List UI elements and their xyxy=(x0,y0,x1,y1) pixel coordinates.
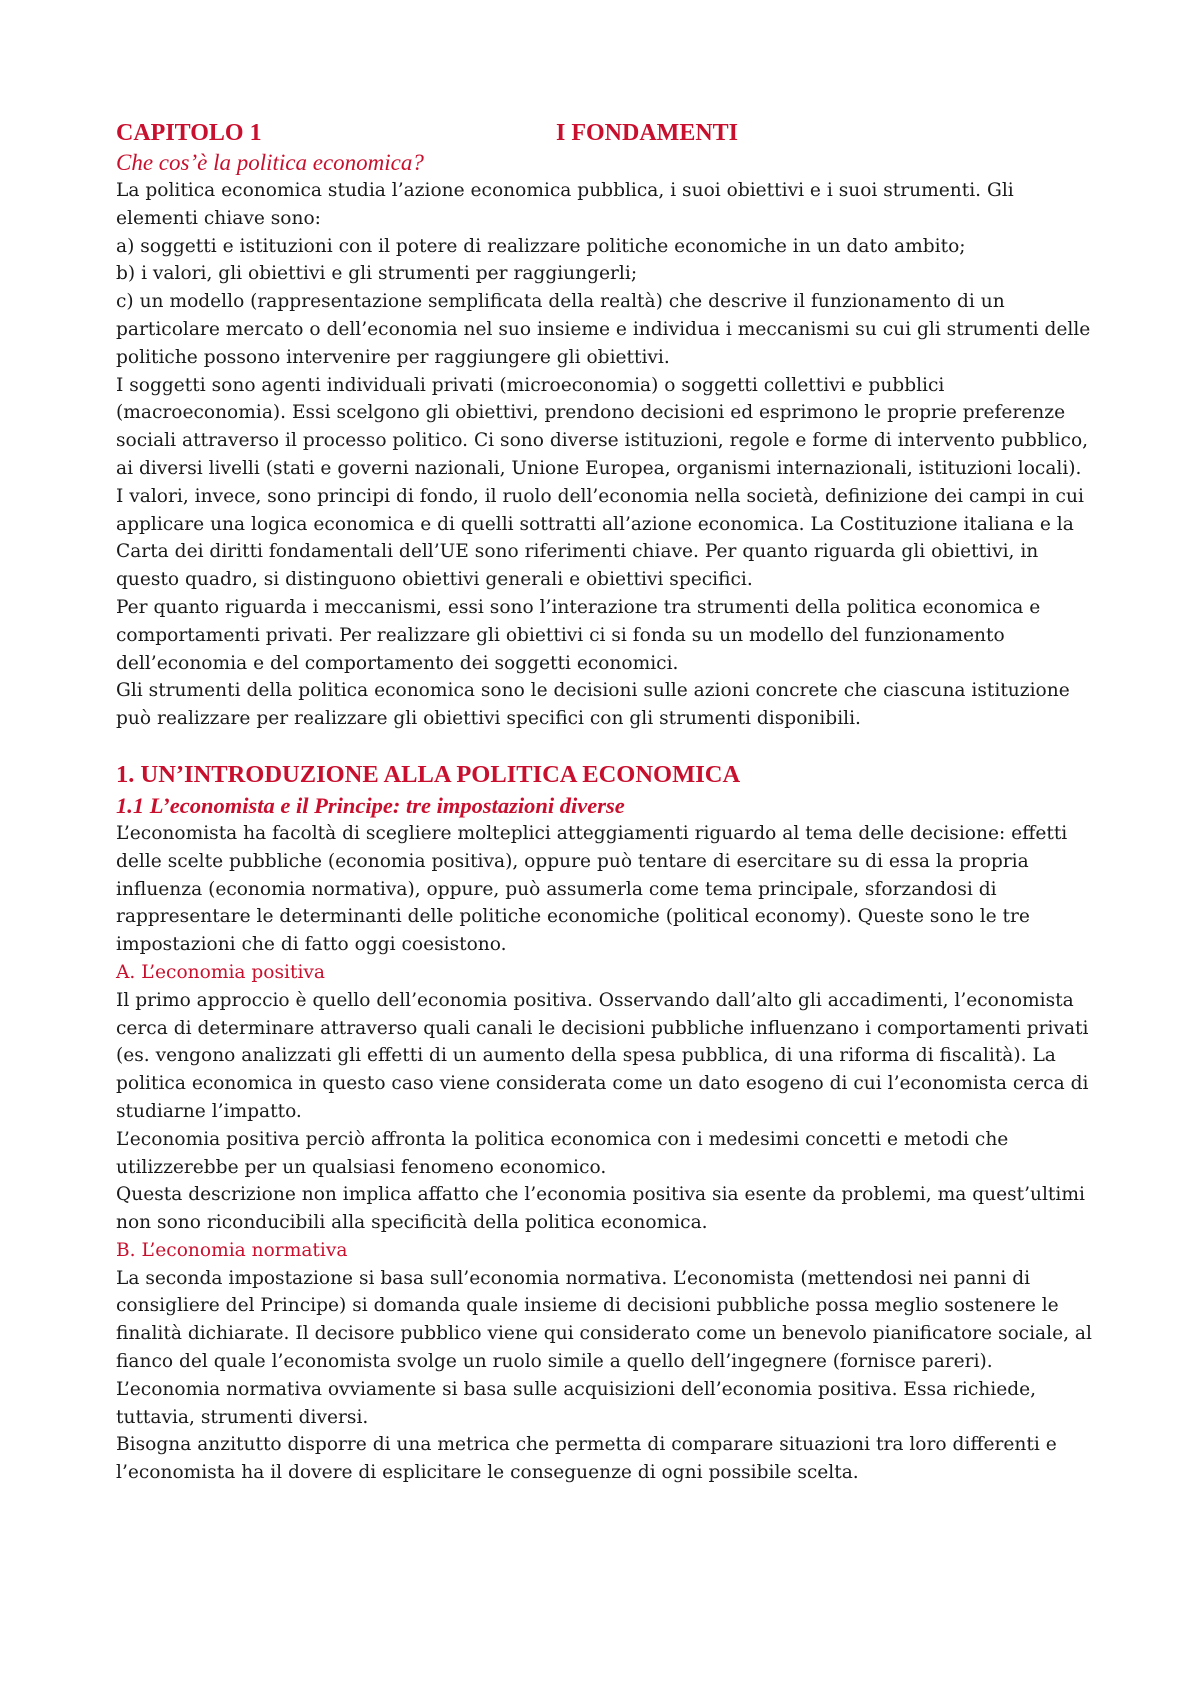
part-b-paragraph: Bisogna anzitutto disporre di una metrica che permetta di comparare situazioni tra loro differenti e l’economista ha il dovere di esplicitare le conseguenze di ogni possibile scelta. xyxy=(116,1434,1057,1484)
intro-paragraph-meccanismi: Per quanto riguarda i meccanismi, essi sono l’interazione tra strumenti della politica economica e comportamenti privati. Per realizzare gli obiettivi ci si fonda su un modello del funzionamento dell’economia e del comportamento dei soggetti economici. xyxy=(116,596,1041,674)
part-a-title: A. L’economia positiva xyxy=(116,961,325,983)
part-a-paragraph: Questa descrizione non implica affatto che l’economia positiva sia esente da problemi, ma quest’ultimi non sono riconducibili alla specificità della politica economica. xyxy=(116,1184,1085,1234)
intro-paragraph-soggetti: I soggetti sono agenti individuali privati (microeconomia) o soggetti collettivi e pubblici (macroeconomia). Essi scelgono gli obiettivi, prendono decisioni ed esprimono le proprie preferenze sociali attraverso il processo politico. Ci sono diverse istituzioni, regole e forme di intervento pubblico, ai diversi livelli (stati e governi nazionali, Unione Europea, organismi internazionali, istituzioni locali). xyxy=(116,374,1089,479)
section-intro-paragraph: L’economista ha facoltà di scegliere molteplici atteggiamenti riguardo al tema delle decisione: effetti delle scelte pubbliche (economia positiva), oppure può tentare di esercitare su di essa la propria influenza (economia normativa), oppure, può assumerla come tema principale, sforzandosi di rappresentare le determinanti delle politiche economiche (political economy). Queste sono le tre impostazioni che di fatto oggi coesistono. xyxy=(116,822,1068,956)
subsection-title: 1.1 L’economista e il Principe: tre impostazioni diverse xyxy=(116,792,625,818)
part-b-title: B. L’economia normativa xyxy=(116,1239,348,1261)
chapter-heading xyxy=(116,117,1100,149)
part-a-paragraph: Il primo approccio è quello dell’economia positiva. Osservando dall’alto gli accadimenti, l’economista cerca di determinare attraverso quali canali le decisioni pubbliche influenzano i comportamenti privati (es. vengono analizzati gli effetti di un aumento della spesa pubblica, di una riforma di fiscalità). La politica economica in questo caso viene considerata come un dato esogeno di cui l’economista cerca di studiarne l’impatto. xyxy=(116,989,1089,1122)
intro-paragraph-valori: I valori, invece, sono principi di fondo, il ruolo dell’economia nella società, definizione dei campi in cui applicare una logica economica e di quelli sottratti all’azione economica. La Costituzione italiana e la Carta dei diritti fondamentali dell’UE sono riferimenti chiave. Per quanto riguarda gli obiettivi, in questo quadro, si distinguono obiettivi generali e obiettivi specifici. xyxy=(116,485,1084,591)
chapter-number: CAPITOLO 1 xyxy=(116,120,262,146)
section-title: 1. UN’INTRODUZIONE ALLA POLITICA ECONOMICA xyxy=(116,760,741,788)
intro-paragraph: La politica economica studia l’azione economica pubblica, i suoi obiettivi e i suoi strumenti. Gli elementi chiave sono: xyxy=(116,180,1014,229)
intro-list-item-b: b) i valori, gli obiettivi e gli strumenti per raggiungerli; xyxy=(116,263,638,285)
part-b-paragraph: La seconda impostazione si basa sull’economia normativa. L’economista (mettendosi nei panni di consigliere del Principe) si domanda quale insieme di decisioni pubbliche possa meglio sostenere le finalità dichiarate. Il decisore pubblico viene qui considerato come un benevolo pianificatore sociale, al fianco del quale l’economista svolge un ruolo simile a quello dell’ingegnere (fornisce pareri). xyxy=(116,1267,1092,1373)
chapter-title: I FONDAMENTI xyxy=(556,120,739,146)
part-b-paragraph: L’economia normativa ovviamente si basa sulle acquisizioni dell’economia positiva. Essa richiede, tuttavia, strumenti diversi. xyxy=(116,1378,1037,1428)
intro-question: Che cos’è la politica economica? xyxy=(116,150,424,175)
intro-paragraph-strumenti: Gli strumenti della politica economica sono le decisioni sulle azioni concrete che ciascuna istituzione può realizzare per realizzare gli obiettivi specifici con gli strumenti disponibili. xyxy=(116,680,1070,730)
intro-list-item-a: a) soggetti e istituzioni con il potere di realizzare politiche economiche in un dato ambito; xyxy=(116,235,966,257)
part-a-paragraph: L’economia positiva perciò affronta la politica economica con i medesimi concetti e metodi che utilizzerebbe per un qualsiasi fenomeno economico. xyxy=(116,1128,1009,1178)
document-body xyxy=(116,117,1100,1487)
intro-list-item-c: c) un modello (rappresentazione semplificata della realtà) che descrive il funzionamento di un particolare mercato o dell’economia nel suo insieme e individua i meccanismi su cui gli strumenti delle politiche possono intervenire per raggiungere gli obiettivi. xyxy=(116,291,1091,368)
